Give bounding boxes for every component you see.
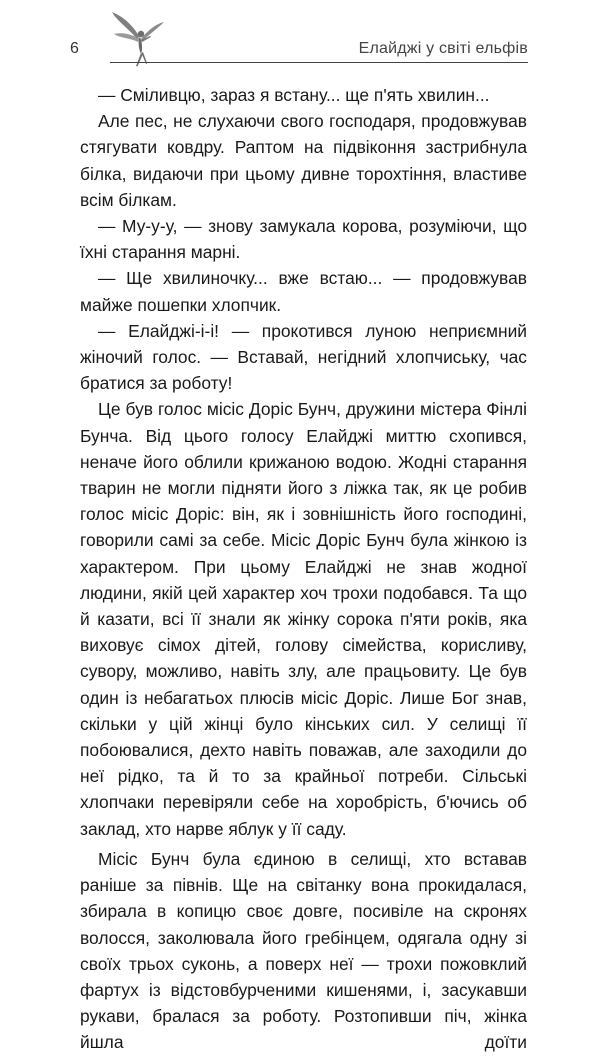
page-number: 6 bbox=[70, 40, 79, 57]
paragraph-1: — Сміливцю, зараз я встану... ще п'ять хвилин... bbox=[98, 85, 490, 105]
paragraph-2: Але пес, не слухаючи свого господаря, продовжував стягувати ковдру. Раптом на підвіконня застрибнула білка, видаючи при цьому дивне торохтіння, властиве всім білкам. bbox=[80, 111, 527, 210]
paragraph-7: Місіс Бунч була єдиною в селищі, хто вставав раніше за півнів. Ще на світанку вона прокидалася, збирала в копицю своє довге, посивіле на скронях волосся, заколювала його гребінцем, одягала одну зі своїх трьох суконь, а поверх неї — трохи пожовклий фартух із відстовбурченими кишенями, і, засукавши рукави, бралася за роботу. Розтопивши піч, жінка йшла доїти bbox=[80, 848, 527, 1053]
running-title: Елайджі у світі ельфів bbox=[358, 40, 528, 57]
paragraph-3: — Му-у-у, — знову замукала корова, розуміючи, що їхні старання марні. bbox=[80, 216, 527, 263]
paragraph-4: — Ще хвилиночку... вже встаю... — продовжував майже пошепки хлопчик. bbox=[80, 268, 527, 315]
paragraph-5: — Елайджі-і-і! — прокотився луною неприємний жіночий голос. — Вставай, негідний хлопчиську, час братися за роботу! bbox=[80, 320, 527, 394]
paragraph-6: Це був голос місіс Доріс Бунч, дружини містера Фінлі Бунча. Від цього голосу Елайджі миттю схопився, неначе його облили крижаною водою. Жодні старання тварин не могли підняти його з ліжка так, як це робив голос місіс Доріс: він, як і зовнішність його господині, говорили самі за себе. Місіс Доріс Бунч була жінкою із характером. При цьому Елайджі не знав жодної людини, якій цей характер хоч трохи подобався. Та що й казати, всі її знали як жінку сорока п'яти років, яка виховує сімох дітей, голову сімейства, корисливу, сувору, можливо, навіть злу, але працьовиту. Це був один із небагатьох плюсів місіс Доріс. Лише Бог знав, скільки у цій жінці було кінських сил. У селищі її побоювалися, дехто навіть поважав, але заходили до неї рідко, та й то за крайньої потреби. Сільські хлопчаки перевіряли себе на хоробрість, б'ючись об заклад, хто нарве яблук у її саду. bbox=[80, 399, 527, 839]
header-rule bbox=[110, 62, 528, 63]
body-text bbox=[80, 82, 527, 1056]
